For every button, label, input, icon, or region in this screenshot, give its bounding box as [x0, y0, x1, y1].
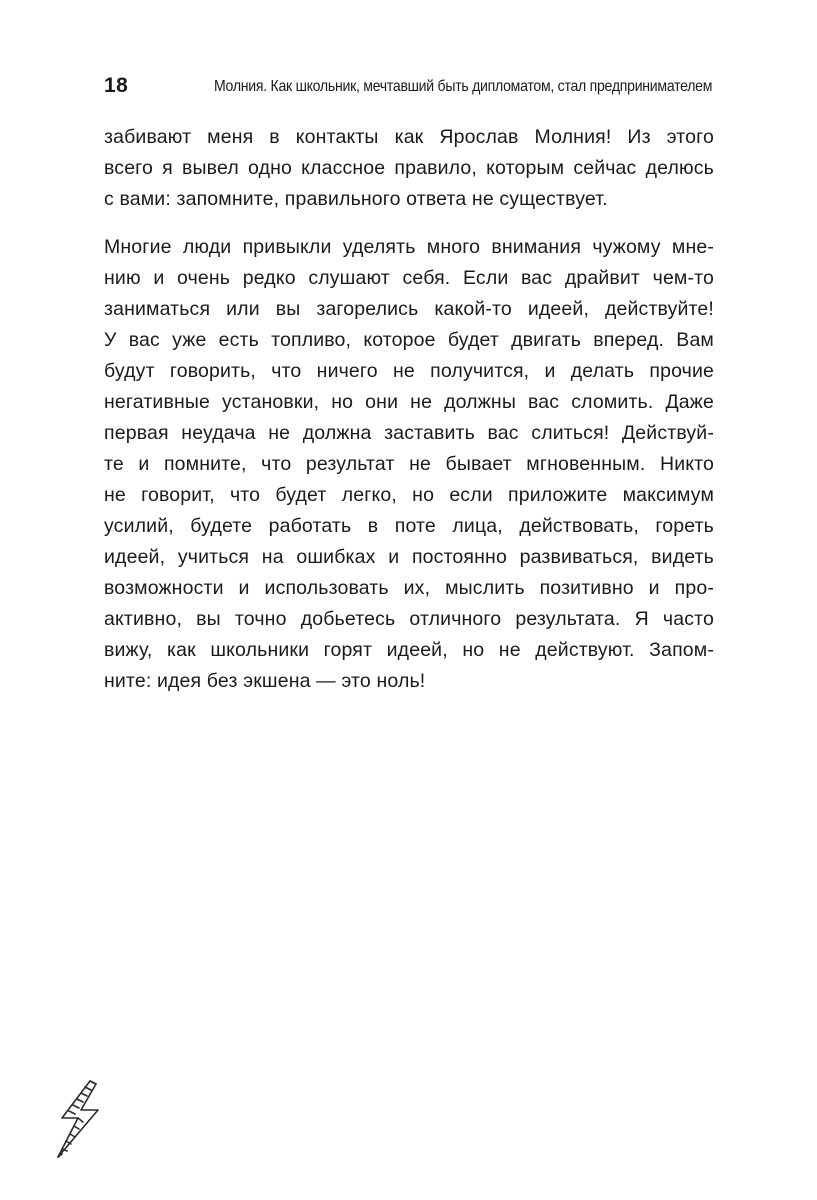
text-line: идеей, учиться на ошибках и постоянно развиваться, видеть — [104, 546, 714, 568]
text-line: возможности и использовать их, мыслить позитивно и про- — [104, 577, 714, 599]
lightning-bolt-icon — [52, 1078, 104, 1160]
page-number: 18 — [104, 74, 129, 97]
text-line: активно, вы точно добьетесь отличного результата. Я часто — [104, 608, 714, 630]
text-line: с вами: запомните, правильного ответа не существует. — [104, 188, 608, 210]
paragraph — [104, 232, 714, 697]
running-title: Молния. Как школьник, мечтавший быть дипломатом, стал предпринимателем — [213, 78, 712, 95]
text-line: негативные установки, но они не должны вас сломить. Даже — [104, 391, 714, 413]
text-line: первая неудача не должна заставить вас слиться! Действуй- — [104, 422, 714, 444]
text-line: забивают меня в контакты как Ярослав Молния! Из этого — [104, 126, 714, 148]
text-line: вижу, как школьники горят идеей, но не действуют. Запом- — [104, 639, 714, 661]
text-line: У вас уже есть топливо, которое будет двигать вперед. Вам — [104, 329, 714, 351]
text-line: не говорит, что будет легко, но если приложите максимум — [104, 484, 714, 506]
text-line: всего я вывел одно классное правило, которым сейчас делюсь — [104, 157, 714, 179]
text-line: заниматься или вы загорелись какой-то идеей, действуйте! — [104, 298, 714, 320]
text-line: Многие люди привыкли уделять много внимания чужому мне- — [104, 236, 714, 258]
text-line: будут говорить, что ничего не получится, и делать прочие — [104, 360, 714, 382]
text-line: нию и очень редко слушают себя. Если вас драйвит чем-то — [104, 267, 714, 289]
text-line: усилий, будете работать в поте лица, действовать, гореть — [104, 515, 714, 537]
paragraph — [104, 122, 714, 215]
page-header — [104, 72, 712, 102]
body-text — [104, 122, 714, 697]
text-line: ните: идея без экшена — это ноль! — [104, 670, 426, 692]
text-line: те и помните, что результат не бывает мгновенным. Никто — [104, 453, 714, 475]
